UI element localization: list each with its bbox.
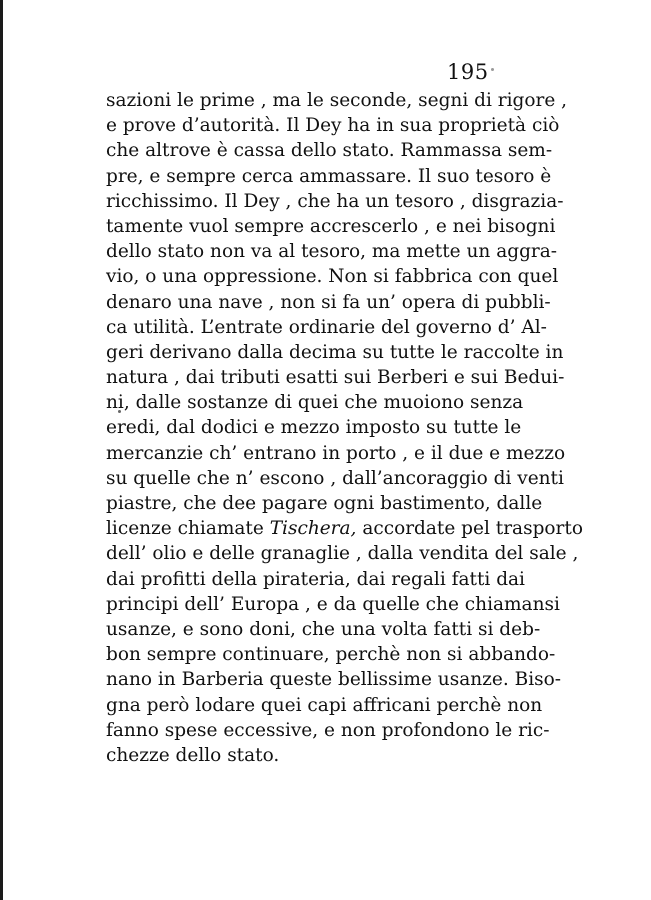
text-line: vio, o una oppressione. Non si fabbrica con quel bbox=[106, 266, 559, 288]
text-line: dai profitti della pirateria, dai regali fatti dai bbox=[106, 568, 525, 590]
text-line: tamente vuol sempre accrescerlo , e nei bisogni bbox=[106, 215, 556, 237]
text-line: chezze dello stato. bbox=[106, 744, 280, 766]
text-fragment: accordate pel trasporto bbox=[356, 518, 583, 540]
text-line: ca utilità. L’entrate ordinarie del governo d’ Al- bbox=[106, 316, 547, 338]
text-line: su quelle che n’ escono , dall’ancoraggio di venti bbox=[106, 467, 564, 489]
text-line: pre, e sempre cerca ammassare. Il suo tesoro è bbox=[106, 165, 552, 187]
text-line: eredi, dal dodici e mezzo imposto su tutte le bbox=[106, 417, 522, 439]
text-line: dello stato non va al tesoro, ma mette un aggra- bbox=[106, 241, 558, 263]
text-line: principi dell’ Europa , e da quelle che chiamansi bbox=[106, 593, 560, 615]
body-text bbox=[106, 88, 583, 768]
text-line: gna però lodare quei capi affricani perchè non bbox=[106, 694, 543, 716]
text-line: piastre, che dee pagare ogni bastimento, dalle bbox=[106, 493, 543, 514]
page-edge-shadow bbox=[0, 0, 3, 900]
text-line: ricchissimo. Il Dey , che ha un tesoro , disgrazia- bbox=[106, 190, 564, 212]
text-line: dell’ olio e delle granaglie , dalla vendita del sale , bbox=[106, 543, 579, 565]
text-line: sazioni le prime , ma le seconde, segni di rigore , bbox=[106, 90, 568, 111]
text-line: geri derivano dalla decima su tutte le raccolte in bbox=[106, 341, 564, 363]
text-line: che altrove è cassa dello stato. Rammassa sem- bbox=[106, 140, 553, 162]
text-line: fanno spese eccessive, e non profondono le ric- bbox=[106, 719, 550, 741]
text-line: ni, dalle sostanze di quei che muoiono senza bbox=[106, 392, 524, 414]
text-line: e prove d’autorità. Il Dey ha in sua proprietà ciò bbox=[106, 115, 560, 137]
text-line: mercanzie ch’ entrano in porto , e il due e mezzo bbox=[106, 442, 566, 464]
text-line: bon sempre continuare, perchè non si abbando- bbox=[106, 644, 556, 666]
text-fragment: licenze chiamate bbox=[106, 518, 270, 540]
text-line-with-italic bbox=[106, 516, 583, 541]
italic-term: Tischera, bbox=[269, 518, 357, 540]
text-line: nano in Barberia queste bellissime usanze. Biso- bbox=[106, 669, 562, 691]
text-line: denaro una nave , non si fa un’ opera di pubbli- bbox=[106, 291, 551, 313]
text-line: usanze, e sono doni, che una volta fatti si deb- bbox=[106, 618, 541, 640]
page-number: 195 bbox=[447, 60, 489, 84]
text-line: natura , dai tributi esatti sui Berberi e sui Bedui- bbox=[106, 367, 565, 389]
ink-speck bbox=[491, 68, 494, 71]
